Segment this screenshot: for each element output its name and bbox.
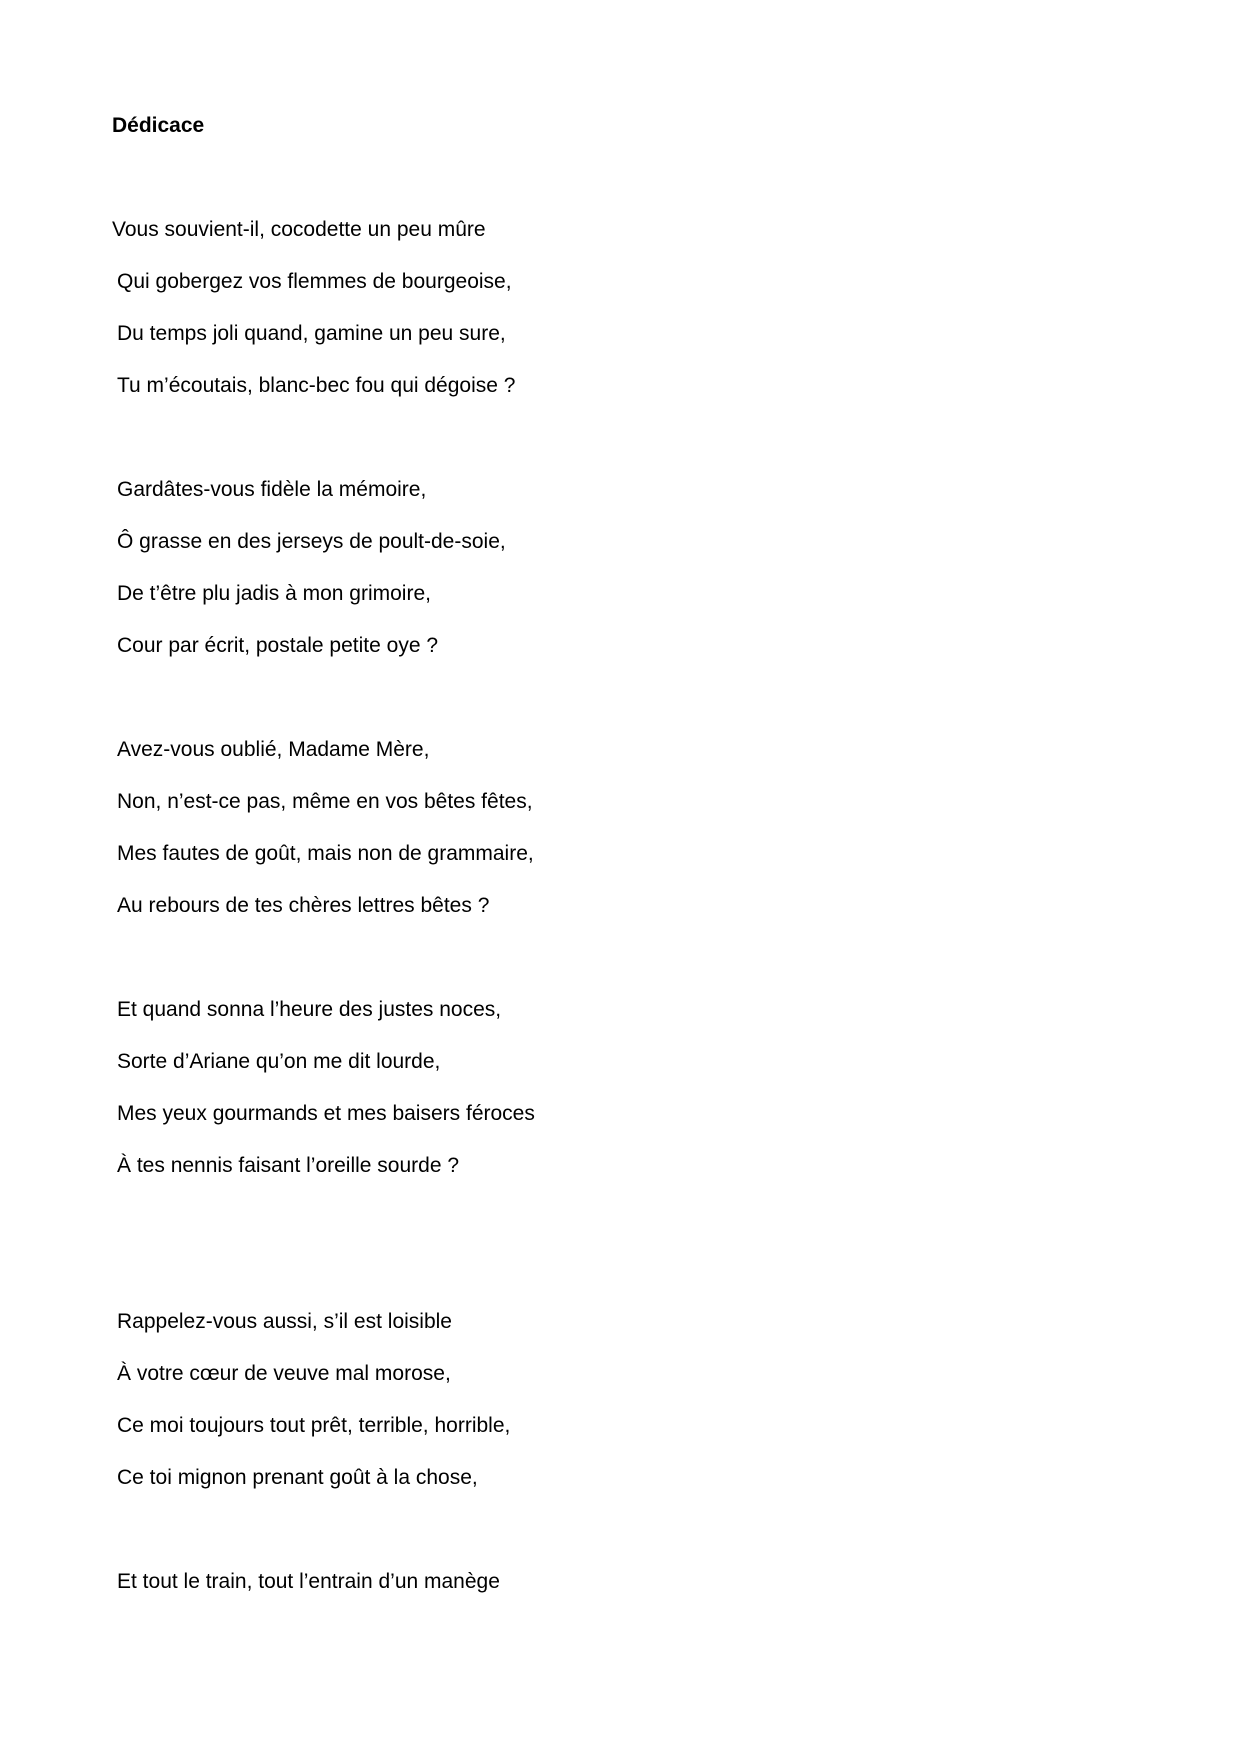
poem-line-s4-l1: Et quand sonna l’heure des justes noces, bbox=[117, 998, 502, 1021]
poem-line-s1-l4: Tu m’écoutais, blanc-bec fou qui dégoise ? bbox=[117, 374, 516, 397]
poem-line-s3-l4: Au rebours de tes chères lettres bêtes ? bbox=[117, 894, 490, 917]
poem-line-s4-l4: À tes nennis faisant l’oreille sourde ? bbox=[117, 1154, 460, 1177]
poem-line-s3-l1: Avez-vous oublié, Madame Mère, bbox=[117, 738, 430, 761]
poem-line-s5-l3: Ce moi toujours tout prêt, terrible, horrible, bbox=[117, 1414, 511, 1437]
poem-line-s4-l3: Mes yeux gourmands et mes baisers féroces bbox=[117, 1102, 535, 1125]
poem-line-s3-l3: Mes fautes de goût, mais non de grammaire, bbox=[117, 842, 534, 865]
poem-line-s2-l3: De t’être plu jadis à mon grimoire, bbox=[117, 582, 431, 605]
poem-line-s1-l1: Vous souvient-il, cocodette un peu mûre bbox=[112, 218, 486, 241]
poem-line-s2-l4: Cour par écrit, postale petite oye ? bbox=[117, 634, 439, 657]
poem-line-s5-l1: Rappelez-vous aussi, s’il est loisible bbox=[117, 1310, 452, 1333]
poem-line-s1-l3: Du temps joli quand, gamine un peu sure, bbox=[117, 322, 506, 345]
poem-line-s6-l1: Et tout le train, tout l’entrain d’un manège bbox=[117, 1570, 500, 1593]
poem-line-s5-l4: Ce toi mignon prenant goût à la chose, bbox=[117, 1466, 478, 1489]
poem-line-s3-l2: Non, n’est-ce pas, même en vos bêtes fêtes, bbox=[117, 790, 533, 813]
poem-line-s4-l2: Sorte d’Ariane qu’on me dit lourde, bbox=[117, 1050, 441, 1073]
poem-line-s2-l1: Gardâtes-vous fidèle la mémoire, bbox=[117, 478, 427, 501]
poem-title: Dédicace bbox=[112, 114, 205, 137]
poem-line-s1-l2: Qui gobergez vos flemmes de bourgeoise, bbox=[117, 270, 512, 293]
poem-line-s2-l2: Ô grasse en des jerseys de poult-de-soie, bbox=[117, 530, 506, 553]
poem-line-s5-l2: À votre cœur de veuve mal morose, bbox=[117, 1362, 451, 1385]
